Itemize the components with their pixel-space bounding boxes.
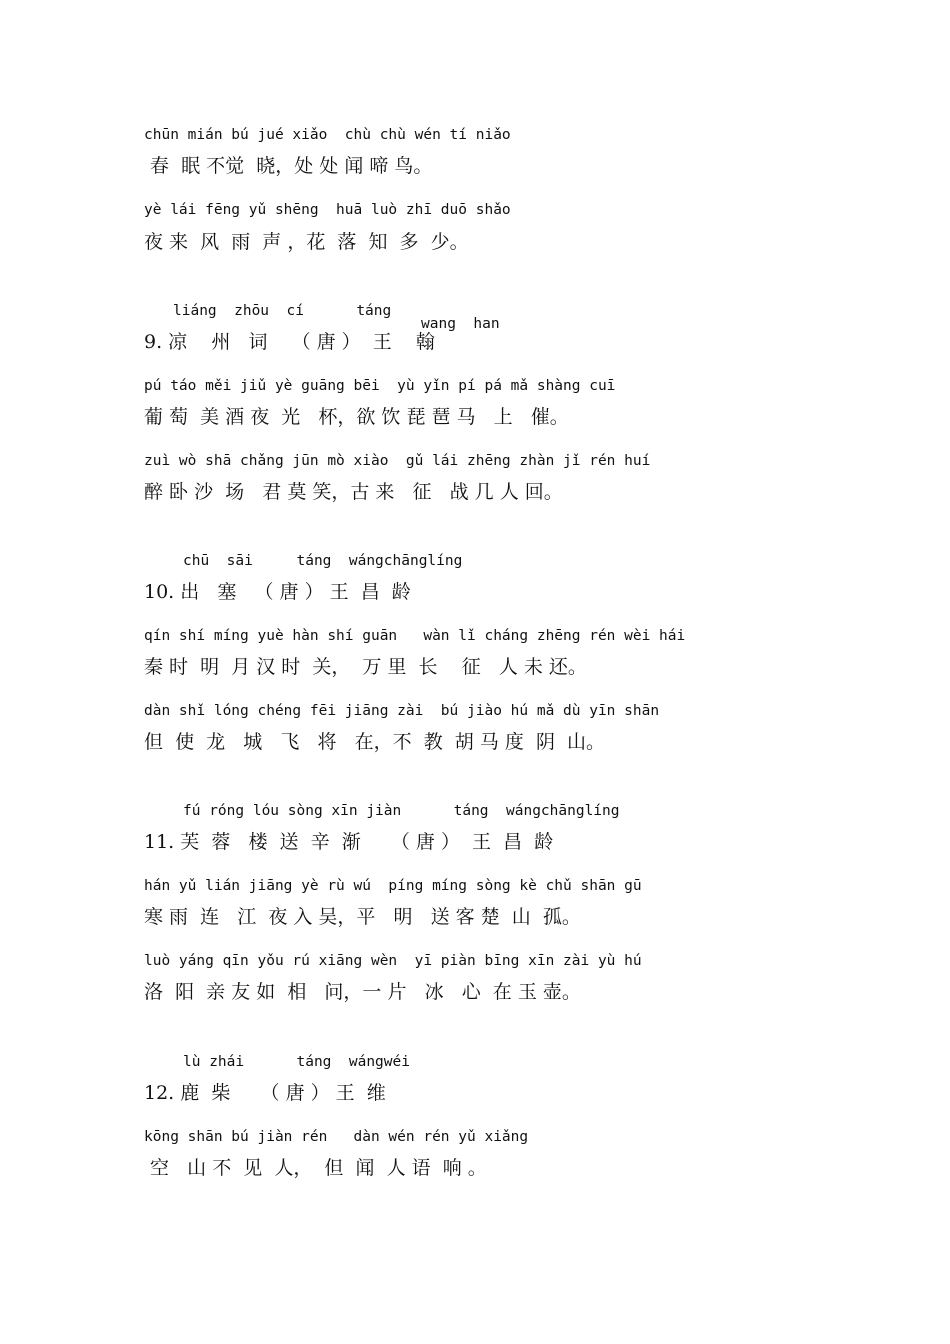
- title-pinyin: liáng zhōu cí táng: [173, 303, 392, 319]
- poem-title: 11. 芙 蓉 楼 送 辛 渐 （ 唐 ） 王 昌 龄: [144, 831, 554, 853]
- poem-line: 但 使 龙 城 飞 将 在，不 教 胡 马 度 阴 山。: [144, 731, 606, 753]
- poem-line: 夜 来 风 雨 声 ，花 落 知 多 少。: [144, 231, 469, 253]
- poem-line: 醉 卧 沙 场 君 莫 笑，古 来 征 战 几 人 回。: [144, 481, 563, 503]
- pinyin-line: yè lái fēng yǔ shēng huā luò zhī duō shǎo: [144, 202, 511, 218]
- poem-title: 10. 出 塞 （ 唐 ） 王 昌 龄: [144, 581, 411, 603]
- pinyin-line: qín shí míng yuè hàn shí guān wàn lǐ cháng zhēng rén wèi hái: [144, 628, 686, 644]
- poem-title: 9. 凉 州 词 （ 唐 ） 王 翰: [144, 331, 435, 353]
- pinyin-line: dàn shǐ lóng chéng fēi jiāng zài bú jiào hú mǎ dù yīn shān: [144, 703, 660, 719]
- pinyin-line: hán yǔ lián jiāng yè rù wú píng míng sòng kè chǔ shān gū: [144, 878, 642, 894]
- poem-title: 12. 鹿 柴 （ 唐 ） 王 维: [144, 1082, 386, 1104]
- title-pinyin: lù zhái táng wángwéi: [183, 1054, 410, 1070]
- title-pinyin: fú róng lóu sòng xīn jiàn táng wángchānglíng: [183, 803, 620, 819]
- pinyin-line: zuì wò shā chǎng jūn mò xiào gǔ lái zhēng zhàn jǐ rén huí: [144, 453, 651, 469]
- pinyin-line: kōng shān bú jiàn rén dàn wén rén yǔ xiǎng: [144, 1129, 529, 1145]
- poem-line: 寒 雨 连 江 夜 入 吴，平 明 送 客 楚 山 孤。: [144, 906, 581, 928]
- author-pinyin: wang han: [421, 316, 500, 332]
- poem-line: 春 眠 不觉 晓，处 处 闻 啼 鸟。: [144, 155, 433, 177]
- poem-line: 空 山 不 见 人， 但 闻 人 语 响 。: [144, 1157, 487, 1179]
- pinyin-line: luò yáng qīn yǒu rú xiāng wèn yī piàn bīng xīn zài yù hú: [144, 953, 642, 969]
- poem-line: 洛 阳 亲 友 如 相 问，一 片 冰 心 在 玉 壶。: [144, 981, 581, 1003]
- title-pinyin: chū sāi táng wángchānglíng: [183, 553, 463, 569]
- pinyin-line: pú táo měi jiǔ yè guāng bēi yù yǐn pí pá mǎ shàng cuī: [144, 378, 616, 394]
- poem-line: 葡 萄 美 酒 夜 光 杯，欲 饮 琵 琶 马 上 催。: [144, 406, 569, 428]
- poem-line: 秦 时 明 月 汉 时 关， 万 里 长 征 人 未 还。: [144, 656, 587, 678]
- pinyin-line: chūn mián bú jué xiǎo chù chù wén tí niǎo: [144, 127, 511, 143]
